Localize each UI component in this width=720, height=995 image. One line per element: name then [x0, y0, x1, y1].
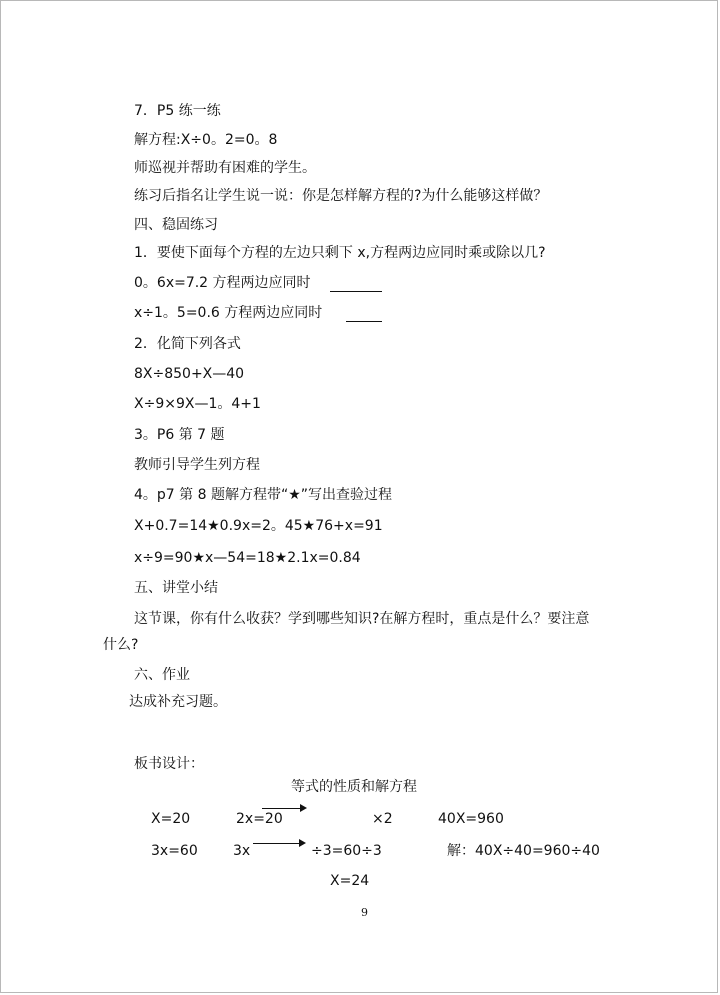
text-line: 师巡视并帮助有困难的学生。: [134, 160, 316, 176]
board-equation: 3x: [233, 843, 251, 859]
equation-line: X+0.7=14★0.9x=2。45★76+x=91: [134, 518, 383, 534]
answer-blank: [346, 321, 382, 322]
fill-in-line: 0。6x=7.2 方程两边应同时: [134, 275, 311, 291]
page-number: 9: [361, 906, 368, 919]
board-equation: X=20: [151, 811, 191, 827]
homework-line: 达成补充习题。: [129, 694, 227, 710]
board-equation: 2x=20: [236, 811, 283, 827]
board-solution: 解：40X÷40=960÷40: [447, 843, 600, 859]
answer-blank: [330, 291, 382, 292]
item-7-heading: 7．P5 练一练: [134, 103, 221, 119]
question-line: 2．化简下列各式: [134, 336, 241, 352]
board-result: X=24: [330, 873, 370, 889]
board-operation: ÷3=60÷3: [311, 843, 382, 859]
section-heading: 四、稳固练习: [134, 217, 218, 233]
arrow-icon: [262, 808, 304, 809]
board-design-label: 板书设计：: [134, 756, 204, 772]
expression-line: X÷9×9X—1。4+1: [134, 396, 261, 412]
text-line-continued: 什么?: [103, 637, 139, 653]
equation-line: x÷9=90★x—54=18★2.1x=0.84: [134, 550, 361, 566]
fill-in-line: x÷1。5=0.6 方程两边应同时: [134, 305, 323, 321]
section-heading: 五、讲堂小结: [134, 580, 218, 596]
board-equation: 40X=960: [438, 811, 504, 827]
expression-line: 8X÷850+X—40: [134, 366, 245, 382]
text-line: 练习后指名让学生说一说：你是怎样解方程的?为什么能够这样做？: [134, 188, 548, 204]
question-line: 4。p7 第 8 题解方程带“★”写出查验过程: [134, 487, 393, 503]
text-line: 这节课，你有什么收获？学到哪些知识?在解方程时，重点是什么？要注意: [134, 611, 590, 627]
question-line: 3。P6 第 7 题: [134, 427, 225, 443]
board-equation: 3x=60: [151, 843, 198, 859]
question-line: 1．要使下面每个方程的左边只剩下 x,方程两边应同时乘或除以几?: [134, 245, 546, 261]
board-title: 等式的性质和解方程: [291, 779, 417, 795]
arrow-icon: [253, 843, 303, 844]
board-operation: ×2: [372, 811, 393, 827]
equation-line: 解方程:X÷0。2=0。8: [134, 132, 278, 148]
section-heading: 六、作业: [134, 667, 190, 683]
text-line: 教师引导学生列方程: [134, 457, 260, 473]
